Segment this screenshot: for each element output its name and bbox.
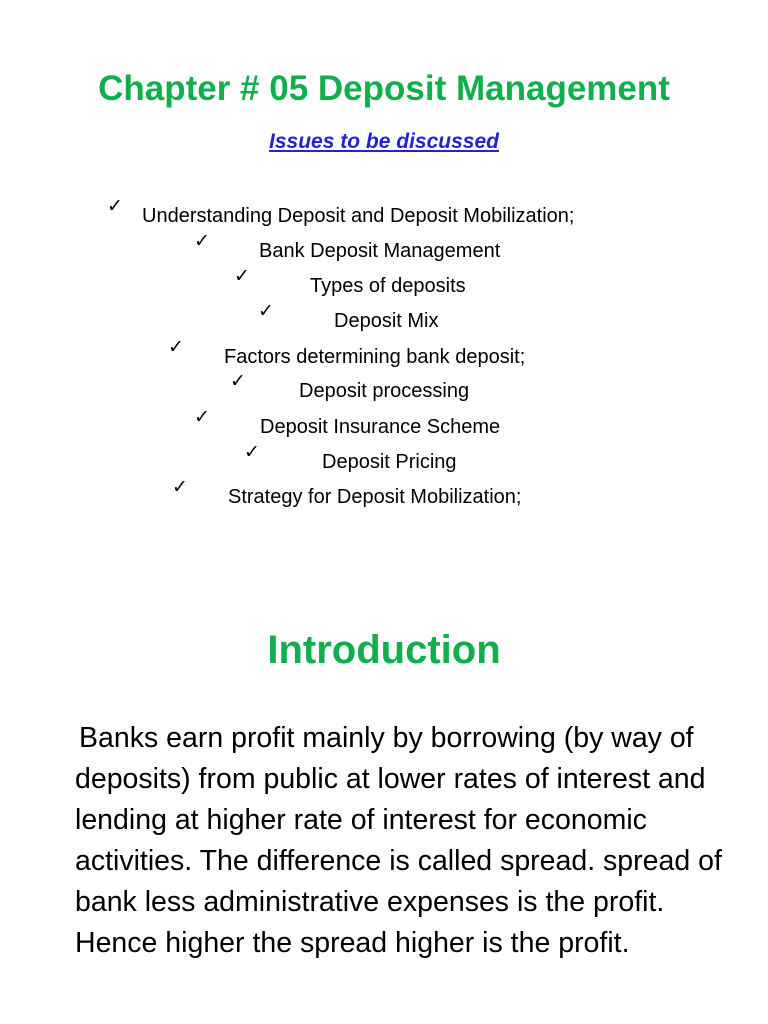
checkmark-icon: ✓ — [168, 337, 184, 358]
checkmark-icon: ✓ — [194, 407, 210, 428]
page-title: Chapter # 05 Deposit Management — [98, 69, 670, 108]
checkmark-icon: ✓ — [234, 266, 250, 287]
checkmark-icon: ✓ — [230, 371, 246, 392]
issue-text: Deposit Insurance Scheme — [260, 416, 501, 438]
checkmark-icon: ✓ — [244, 442, 260, 463]
section-heading-introduction: Introduction — [267, 628, 501, 672]
issue-text: Understanding Deposit and Deposit Mobilization; — [142, 205, 575, 227]
issues-subtitle: Issues to be discussed — [269, 130, 499, 153]
issue-text: Factors determining bank deposit; — [224, 346, 526, 368]
issue-text: Types of deposits — [310, 275, 466, 297]
checkmark-icon: ✓ — [172, 477, 188, 498]
issue-text: Deposit Mix — [334, 310, 439, 332]
checkmark-icon: ✓ — [258, 301, 274, 322]
issue-text: Deposit Pricing — [322, 451, 457, 473]
checkmark-icon: ✓ — [194, 231, 210, 252]
issue-text: Bank Deposit Management — [259, 240, 501, 262]
issue-text: Strategy for Deposit Mobilization; — [228, 486, 522, 508]
issue-text: Deposit processing — [299, 380, 470, 402]
intro-paragraph: Banks earn profit mainly by borrowing (by way of deposits) from public at lower rates of interest and lending at higher rate of interest for economic activities. The difference is called spread. spread of bank less administrative expenses is the profit. Hence higher the spread higher is the profit. — [75, 722, 722, 959]
checkmark-icon: ✓ — [107, 196, 123, 217]
